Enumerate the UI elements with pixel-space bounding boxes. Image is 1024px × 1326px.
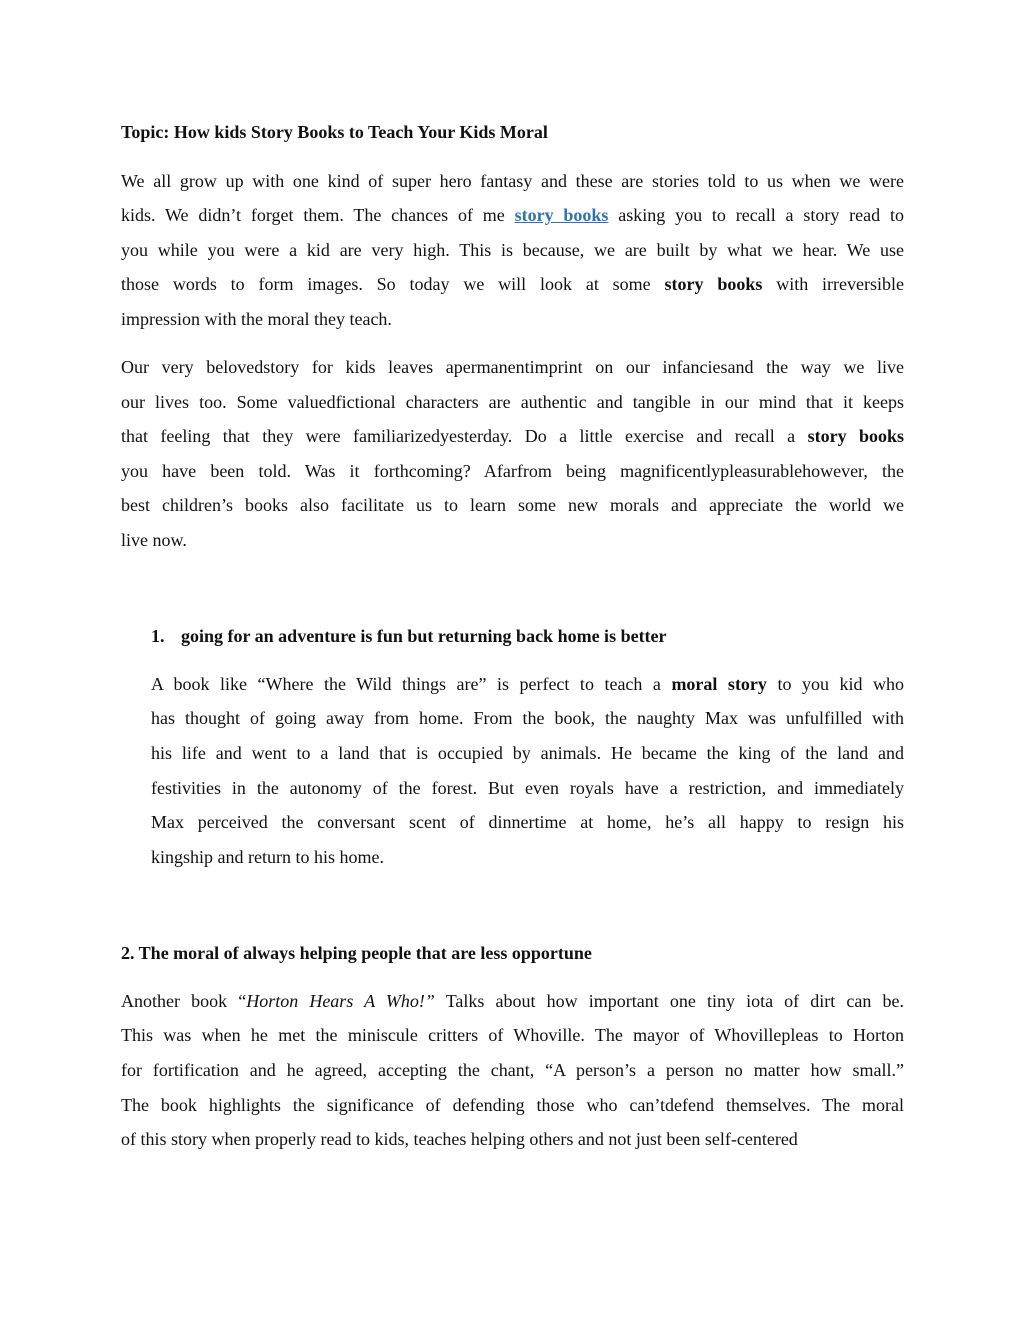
para1-line-2-text-a: kids. We didn’t forget them. The chances of me xyxy=(121,205,505,225)
section1-heading xyxy=(151,625,667,647)
document-title: Topic: How kids Story Books to Teach Your Kids Moral xyxy=(121,122,548,142)
para1-line-4 xyxy=(121,273,904,295)
section2-line-5: of this story when properly read to kids, teaches helping others and not just been self-centered xyxy=(121,1129,798,1149)
section1-line-5: Max perceived the conversant scent of dinnertime at home, he’s all happy to resign his xyxy=(151,812,904,832)
para2-line-5: best children’s books also facilitate us to learn some new morals and appreciate the world we xyxy=(121,495,904,515)
section2-heading: 2. The moral of always helping people that are less opportune xyxy=(121,943,592,963)
section2-line-4: The book highlights the significance of defending those who can’tdefend themselves. The moral xyxy=(121,1095,904,1115)
section1-number: 1. xyxy=(151,626,165,646)
section1-line-1 xyxy=(151,673,904,695)
section2-book-title: Horton Hears A Who!” xyxy=(246,991,435,1011)
para1-line-4-text-b: with irreversible xyxy=(776,274,905,294)
para2-line-1: Our very belovedstory for kids leaves apermanentimprint on our infanciesand the way we live xyxy=(121,357,904,377)
section2-line-1-text-b: Talks about how important one tiny iota of dirt can be. xyxy=(445,991,904,1011)
para1-line-4-text-a: those words to form images. So today we will look at some xyxy=(121,274,651,294)
para2-line-6: live now. xyxy=(121,530,187,550)
para2-line-2: our lives too. Some valuedfictional characters are authentic and tangible in our mind that it keeps xyxy=(121,392,904,412)
para1-line-5: impression with the moral they teach. xyxy=(121,309,392,329)
para2-line-3-text-a: that feeling that they were familiarizedyesterday. Do a little exercise and recall a xyxy=(121,426,796,446)
section2-line-1 xyxy=(121,990,904,1012)
section2-line-1-text-a: Another book “ xyxy=(121,991,247,1011)
story-books-link[interactable]: story books xyxy=(514,205,609,225)
para2-bold-story-books: story books xyxy=(807,426,905,446)
para1-line-2 xyxy=(121,204,904,226)
section1-line-2: has thought of going away from home. From the book, the naughty Max was unfulfilled with xyxy=(151,708,904,728)
section1-line-1-text-a: A book like “Where the Wild things are” is perfect to teach a xyxy=(151,674,661,694)
para2-line-3 xyxy=(121,425,904,447)
section1-line-1-text-b: to you kid who xyxy=(777,674,904,694)
section1-line-6: kingship and return to his home. xyxy=(151,847,384,867)
section2-line-2: This was when he met the miniscule critters of Whoville. The mayor of Whovillepleas to Horton xyxy=(121,1025,904,1045)
section2-line-3: for fortification and he agreed, accepting the chant, “A person’s a person no matter how small.” xyxy=(121,1060,904,1080)
section1-line-4: festivities in the autonomy of the forest. But even royals have a restriction, and immediately xyxy=(151,778,904,798)
section1-heading-text: going for an adventure is fun but returning back home is better xyxy=(181,626,667,646)
para1-line-3: you while you were a kid are very high. This is because, we are built by what we hear. We use xyxy=(121,240,904,260)
section1-line-3: his life and went to a land that is occupied by animals. He became the king of the land and xyxy=(151,743,904,763)
para1-line-2-text-b: asking you to recall a story read to xyxy=(618,205,904,225)
para1-bold-story-books: story books xyxy=(664,274,763,294)
para2-line-4: you have been told. Was it forthcoming? Afarfrom being magnificentlypleasurablehowever, the xyxy=(121,461,904,481)
para1-line-1: We all grow up with one kind of super hero fantasy and these are stories told to us when we were xyxy=(121,171,904,191)
section1-bold-moral-story: moral story xyxy=(671,674,767,694)
